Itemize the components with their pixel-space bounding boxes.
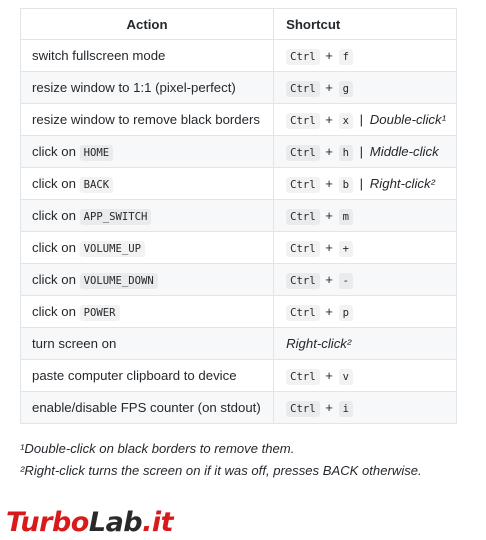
- table-row: [21, 40, 457, 72]
- table-header-row: [21, 9, 457, 40]
- plus-sign: +: [321, 48, 337, 63]
- plus-sign: +: [321, 80, 337, 95]
- modifier-key: Ctrl: [286, 369, 320, 385]
- table-row: [21, 328, 457, 360]
- plus-sign: +: [321, 240, 337, 255]
- modifier-key: Ctrl: [286, 81, 320, 97]
- action-cell: switch fullscreen mode: [21, 40, 274, 72]
- plus-sign: +: [321, 400, 337, 415]
- shortcut-key: i: [339, 401, 353, 417]
- table-row: [21, 200, 457, 232]
- shortcut-cell: [274, 168, 457, 200]
- plus-sign: +: [321, 176, 337, 191]
- action-keycode: POWER: [80, 305, 120, 321]
- shortcut-cell: [274, 232, 457, 264]
- modifier-key: Ctrl: [286, 145, 320, 161]
- shortcut-key: x: [339, 113, 353, 129]
- action-keycode: BACK: [80, 177, 114, 193]
- modifier-key: Ctrl: [286, 177, 320, 193]
- plus-sign: +: [321, 304, 337, 319]
- plus-sign: +: [321, 272, 337, 287]
- plus-sign: +: [321, 144, 337, 159]
- action-cell: [21, 200, 274, 232]
- table-row: [21, 72, 457, 104]
- shortcut-key: g: [339, 81, 353, 97]
- table-row: [21, 168, 457, 200]
- action-cell: enable/disable FPS counter (on stdout): [21, 392, 274, 424]
- separator: |: [356, 112, 367, 127]
- table-body: [21, 40, 457, 424]
- modifier-key: Ctrl: [286, 273, 320, 289]
- shortcut-key: +: [339, 241, 353, 257]
- shortcut-key: -: [339, 273, 353, 289]
- shortcut-cell: [274, 200, 457, 232]
- table-row: [21, 264, 457, 296]
- plus-sign: +: [321, 112, 337, 127]
- action-prefix: click on: [32, 208, 76, 223]
- shortcut-key: h: [339, 145, 353, 161]
- shortcut-cell: [274, 264, 457, 296]
- shortcut-key: v: [339, 369, 353, 385]
- shortcut-cell: [274, 392, 457, 424]
- modifier-key: Ctrl: [286, 49, 320, 65]
- shortcuts-table: [20, 8, 457, 424]
- shortcut-key: m: [339, 209, 353, 225]
- modifier-key: Ctrl: [286, 209, 320, 225]
- logo-part-turbo: Turbo: [6, 507, 89, 538]
- action-cell: paste computer clipboard to device: [21, 360, 274, 392]
- action-keycode: VOLUME_UP: [80, 241, 145, 257]
- action-cell: [21, 168, 274, 200]
- logo-part-lab: Lab: [88, 507, 143, 538]
- mouse-alternative: Double-click¹: [369, 112, 446, 127]
- shortcut-cell: [274, 136, 457, 168]
- table-row: [21, 232, 457, 264]
- table-row: [21, 392, 457, 424]
- action-cell: [21, 264, 274, 296]
- footnote-1: ¹Double-click on black borders to remove them.: [20, 441, 295, 456]
- action-cell: resize window to remove black borders: [21, 104, 274, 136]
- separator: |: [356, 176, 367, 191]
- action-keycode: APP_SWITCH: [80, 209, 152, 225]
- mouse-alternative: Right-click²: [286, 336, 352, 351]
- action-prefix: click on: [32, 304, 76, 319]
- shortcut-cell: [274, 72, 457, 104]
- header-shortcut: Shortcut: [274, 9, 457, 40]
- action-cell: turn screen on: [21, 328, 274, 360]
- table-row: [21, 136, 457, 168]
- plus-sign: +: [321, 368, 337, 383]
- action-keycode: VOLUME_DOWN: [80, 273, 158, 289]
- shortcut-cell: [274, 328, 457, 360]
- action-prefix: click on: [32, 144, 76, 159]
- mouse-alternative: Middle-click: [369, 144, 439, 159]
- table-row: [21, 360, 457, 392]
- turbolab-watermark-logo: [6, 507, 173, 539]
- shortcut-key: f: [339, 49, 353, 65]
- table-row: [21, 296, 457, 328]
- action-prefix: click on: [32, 240, 76, 255]
- modifier-key: Ctrl: [286, 401, 320, 417]
- mouse-alternative: Right-click²: [369, 176, 435, 191]
- logo-part-it: .it: [142, 507, 174, 538]
- shortcut-cell: [274, 296, 457, 328]
- separator: |: [356, 144, 367, 159]
- footnote-2: ²Right-click turns the screen on if it was off, presses BACK otherwise.: [20, 463, 422, 478]
- plus-sign: +: [321, 208, 337, 223]
- modifier-key: Ctrl: [286, 241, 320, 257]
- action-cell: [21, 232, 274, 264]
- modifier-key: Ctrl: [286, 113, 320, 129]
- table-row: [21, 104, 457, 136]
- shortcut-cell: [274, 104, 457, 136]
- action-keycode: HOME: [80, 145, 114, 161]
- shortcut-cell: [274, 40, 457, 72]
- action-prefix: click on: [32, 176, 76, 191]
- shortcut-cell: [274, 360, 457, 392]
- header-action: Action: [21, 9, 274, 40]
- action-cell: resize window to 1:1 (pixel-perfect): [21, 72, 274, 104]
- footnotes: [20, 438, 466, 482]
- action-cell: [21, 296, 274, 328]
- shortcut-key: b: [339, 177, 353, 193]
- modifier-key: Ctrl: [286, 305, 320, 321]
- shortcut-key: p: [339, 305, 353, 321]
- action-cell: [21, 136, 274, 168]
- action-prefix: click on: [32, 272, 76, 287]
